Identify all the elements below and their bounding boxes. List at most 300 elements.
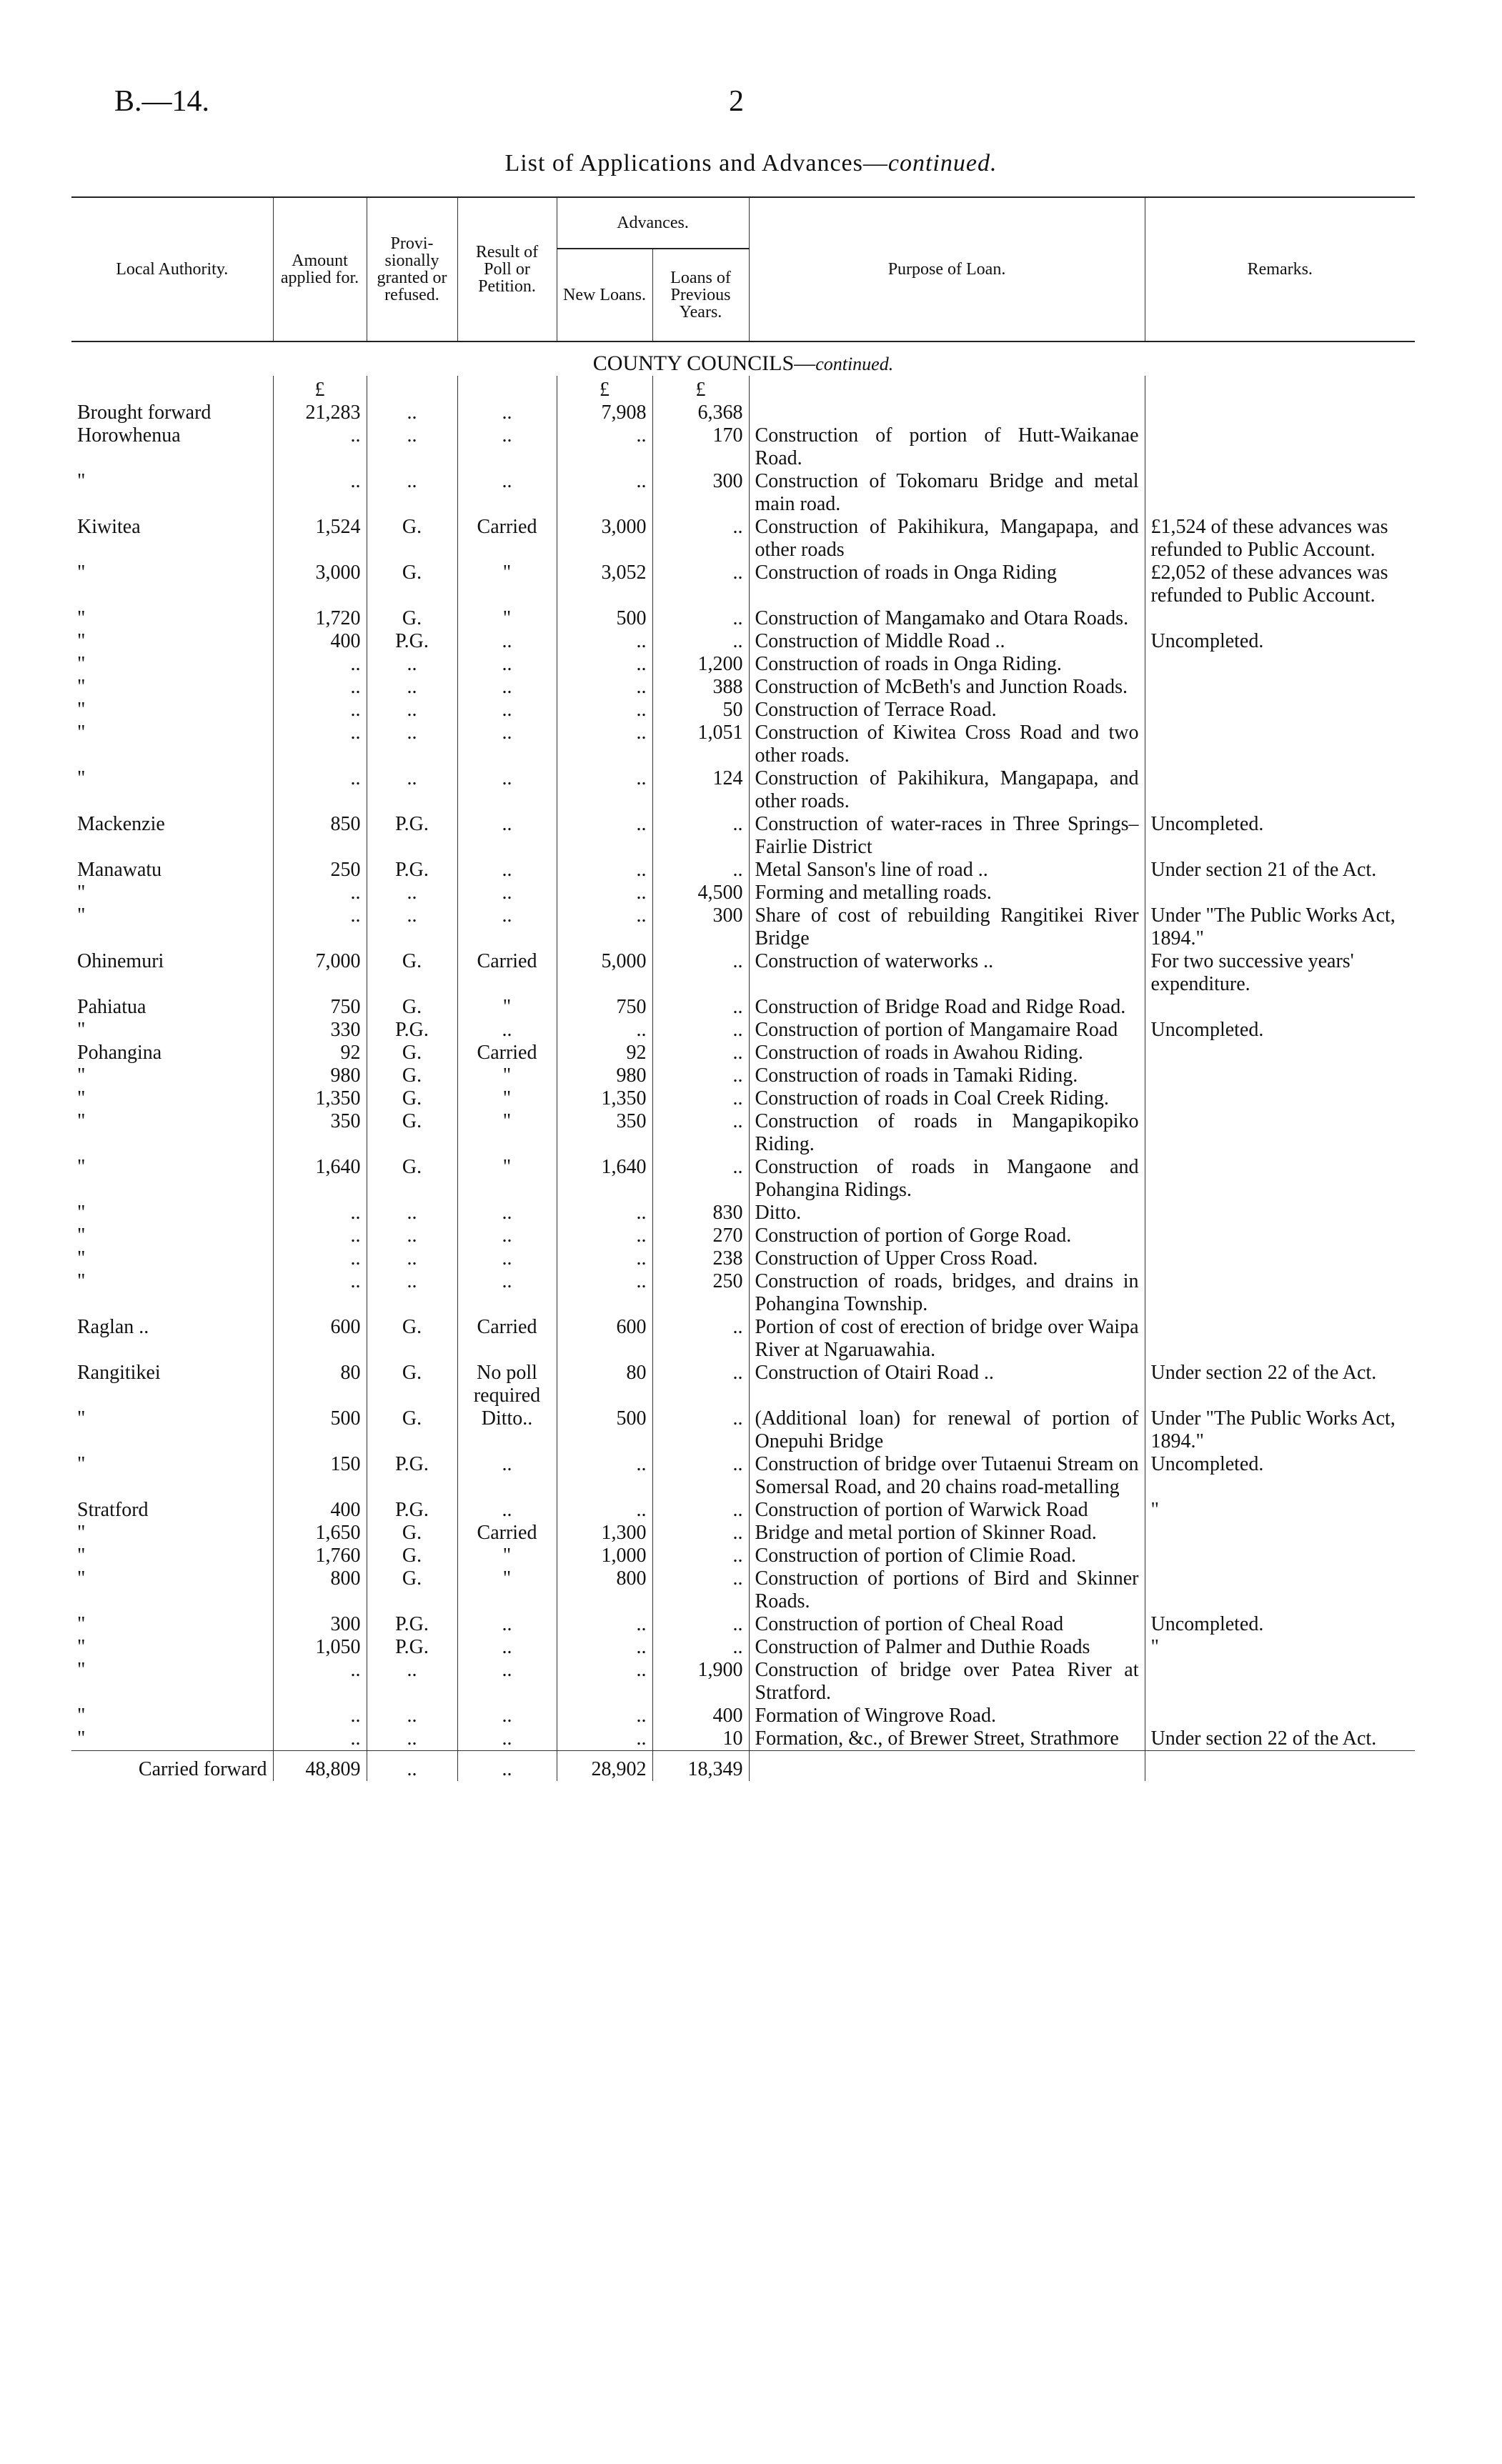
cell-amount-applied: .. bbox=[273, 470, 367, 516]
page-reference: B.—14. bbox=[114, 85, 210, 118]
cell-purpose bbox=[749, 401, 1145, 424]
cell-new-loans: 1,300 bbox=[557, 1522, 652, 1545]
cell-local-authority: " bbox=[77, 562, 86, 584]
cell-local-authority: " bbox=[77, 1087, 86, 1109]
cell-previous-loans: .. bbox=[652, 859, 749, 882]
cell-amount-applied: 7,000 bbox=[273, 950, 367, 996]
cell-amount-applied: .. bbox=[273, 722, 367, 767]
cell-remarks bbox=[1145, 1087, 1415, 1110]
cell-remarks: Uncompleted. bbox=[1145, 1453, 1415, 1499]
cell-result-poll: " bbox=[457, 1064, 557, 1087]
table-row bbox=[71, 607, 1415, 630]
cell-amount-applied: .. bbox=[273, 1727, 367, 1751]
cell-previous-loans: 400 bbox=[652, 1705, 749, 1727]
cell-amount-applied: 80 bbox=[273, 1362, 367, 1407]
cell-new-loans: 980 bbox=[557, 1064, 652, 1087]
cell-purpose: Construction of water-races in Three Springs–Fairlie District bbox=[749, 813, 1145, 859]
cell-previous-loans: .. bbox=[652, 950, 749, 996]
col-purpose: Purpose of Loan. bbox=[749, 197, 1145, 341]
table-row bbox=[71, 1567, 1415, 1613]
cell-purpose: Construction of Terrace Road. bbox=[749, 699, 1145, 722]
cell-new-loans: 3,000 bbox=[557, 516, 652, 562]
page-number: 2 bbox=[729, 85, 744, 118]
cell-remarks bbox=[1145, 1110, 1415, 1156]
cell-amount-applied: 850 bbox=[273, 813, 367, 859]
cell-previous-loans: .. bbox=[652, 1636, 749, 1659]
cell-local-authority: Pahiatua bbox=[77, 996, 146, 1018]
cell-remarks: Under section 21 of the Act. bbox=[1145, 859, 1415, 882]
table-row bbox=[71, 1522, 1415, 1545]
cell-purpose: Construction of roads in Onga Riding. bbox=[749, 653, 1145, 676]
cell-provisionally-granted: G. bbox=[367, 1316, 457, 1362]
cell-remarks bbox=[1145, 1659, 1415, 1705]
col-new-loans: New Loans. bbox=[557, 249, 652, 341]
cell-new-loans: .. bbox=[557, 1499, 652, 1522]
cell-provisionally-granted: .. bbox=[367, 1659, 457, 1705]
cell-local-authority: Mackenzie bbox=[77, 813, 165, 835]
cell-result-poll: " bbox=[457, 1156, 557, 1202]
cell-purpose: Construction of Kiwitea Cross Road and two other roads. bbox=[749, 722, 1145, 767]
cell-previous-loans: 1,200 bbox=[652, 653, 749, 676]
cell-remarks bbox=[1145, 1316, 1415, 1362]
cell-purpose: Construction of portions of Bird and Skinner Roads. bbox=[749, 1567, 1145, 1613]
cell-remarks bbox=[1145, 1545, 1415, 1567]
cell-amount-applied: 350 bbox=[273, 1110, 367, 1156]
cell-local-authority: " bbox=[77, 1659, 86, 1681]
cell-local-authority: " bbox=[77, 1224, 86, 1247]
cell-new-loans: 1,640 bbox=[557, 1156, 652, 1202]
cell-result-poll: " bbox=[457, 1567, 557, 1613]
table-row bbox=[71, 699, 1415, 722]
cell-provisionally-granted: .. bbox=[367, 1202, 457, 1224]
cell-purpose: Construction of roads in Onga Riding bbox=[749, 562, 1145, 607]
cell-new-loans: 5,000 bbox=[557, 950, 652, 996]
cell-result-poll: .. bbox=[457, 722, 557, 767]
cell-remarks bbox=[1145, 1567, 1415, 1613]
cell-remarks bbox=[1145, 722, 1415, 767]
cell-provisionally-granted: .. bbox=[367, 401, 457, 424]
carried-forward-amount: 48,809 bbox=[273, 1751, 367, 1782]
cell-previous-loans: .. bbox=[652, 1407, 749, 1453]
cell-local-authority: " bbox=[77, 699, 86, 721]
cell-amount-applied: 1,720 bbox=[273, 607, 367, 630]
cell-result-poll: .. bbox=[457, 401, 557, 424]
cell-amount-applied: .. bbox=[273, 1224, 367, 1247]
cell-purpose: Construction of Mangamako and Otara Roads. bbox=[749, 607, 1145, 630]
cell-amount-applied: 330 bbox=[273, 1019, 367, 1042]
cell-provisionally-granted: .. bbox=[367, 904, 457, 950]
cell-previous-loans: .. bbox=[652, 562, 749, 607]
cell-provisionally-granted: G. bbox=[367, 996, 457, 1019]
cell-remarks: For two successive years' expenditure. bbox=[1145, 950, 1415, 996]
cell-local-authority: " bbox=[77, 1545, 86, 1567]
cell-provisionally-granted: G. bbox=[367, 1110, 457, 1156]
cell-provisionally-granted: .. bbox=[367, 1705, 457, 1727]
table-row bbox=[71, 1064, 1415, 1087]
cell-remarks bbox=[1145, 996, 1415, 1019]
table-row bbox=[71, 722, 1415, 767]
cell-purpose: Construction of Pakihikura, Mangapapa, and other roads. bbox=[749, 767, 1145, 813]
cell-provisionally-granted: .. bbox=[367, 722, 457, 767]
col-result-poll: Result of Poll or Petition. bbox=[457, 197, 557, 341]
cell-new-loans: .. bbox=[557, 676, 652, 699]
cell-amount-applied: 750 bbox=[273, 996, 367, 1019]
document-title bbox=[0, 150, 1502, 177]
cell-new-loans: 600 bbox=[557, 1316, 652, 1362]
cell-purpose: Construction of portion of Hutt-Waikanae Road. bbox=[749, 424, 1145, 470]
cell-amount-applied: .. bbox=[273, 1705, 367, 1727]
cell-previous-loans: .. bbox=[652, 1110, 749, 1156]
cell-purpose: Bridge and metal portion of Skinner Road. bbox=[749, 1522, 1145, 1545]
cell-previous-loans: 1,900 bbox=[652, 1659, 749, 1705]
cell-purpose: Construction of Middle Road .. bbox=[749, 630, 1145, 653]
cell-provisionally-granted: .. bbox=[367, 676, 457, 699]
cell-amount-applied: 300 bbox=[273, 1613, 367, 1636]
table-row bbox=[71, 630, 1415, 653]
cell-new-loans: .. bbox=[557, 1705, 652, 1727]
cell-amount-applied: 92 bbox=[273, 1042, 367, 1064]
cell-previous-loans: 50 bbox=[652, 699, 749, 722]
cell-new-loans: .. bbox=[557, 1453, 652, 1499]
cell-provisionally-granted: G. bbox=[367, 1362, 457, 1407]
cell-result-poll: .. bbox=[457, 630, 557, 653]
cell-previous-loans: .. bbox=[652, 1087, 749, 1110]
table-row bbox=[71, 1613, 1415, 1636]
cell-local-authority: " bbox=[77, 1019, 86, 1041]
cell-purpose: Construction of Upper Cross Road. bbox=[749, 1247, 1145, 1270]
cell-provisionally-granted: .. bbox=[367, 1270, 457, 1316]
cell-purpose: Construction of roads in Coal Creek Riding. bbox=[749, 1087, 1145, 1110]
cell-purpose: Construction of Otairi Road .. bbox=[749, 1362, 1145, 1407]
table-row bbox=[71, 996, 1415, 1019]
cell-provisionally-granted: .. bbox=[367, 767, 457, 813]
cell-remarks: £2,052 of these advances was refunded to Public Account. bbox=[1145, 562, 1415, 607]
cell-local-authority: " bbox=[77, 1613, 86, 1635]
cell-remarks: Under "The Public Works Act, 1894." bbox=[1145, 1407, 1415, 1453]
cell-result-poll: .. bbox=[457, 813, 557, 859]
cell-purpose: Construction of portion of Climie Road. bbox=[749, 1545, 1145, 1567]
cell-result-poll: " bbox=[457, 1545, 557, 1567]
table-row bbox=[71, 1110, 1415, 1156]
currency-symbol: £ bbox=[557, 376, 652, 401]
cell-remarks: Under "The Public Works Act, 1894." bbox=[1145, 904, 1415, 950]
cell-local-authority: " bbox=[77, 1064, 86, 1087]
table-row bbox=[71, 470, 1415, 516]
table-row bbox=[71, 767, 1415, 813]
cell-amount-applied: 250 bbox=[273, 859, 367, 882]
cell-new-loans: .. bbox=[557, 882, 652, 904]
cell-result-poll: .. bbox=[457, 1453, 557, 1499]
cell-result-poll: .. bbox=[457, 470, 557, 516]
cell-amount-applied: 600 bbox=[273, 1316, 367, 1362]
cell-previous-loans: .. bbox=[652, 1499, 749, 1522]
cell-new-loans: 500 bbox=[557, 607, 652, 630]
cell-result-poll: Carried bbox=[457, 1042, 557, 1064]
cell-provisionally-granted: G. bbox=[367, 950, 457, 996]
cell-provisionally-granted: P.G. bbox=[367, 1453, 457, 1499]
cell-local-authority: " bbox=[77, 653, 86, 675]
cell-local-authority: " bbox=[77, 470, 86, 492]
carried-forward-previous: 18,349 bbox=[652, 1751, 749, 1782]
cell-purpose: (Additional loan) for renewal of portion of Onepuhi Bridge bbox=[749, 1407, 1145, 1453]
table-row bbox=[71, 562, 1415, 607]
cell-amount-applied: 21,283 bbox=[273, 401, 367, 424]
cell-remarks bbox=[1145, 424, 1415, 470]
cell-new-loans: .. bbox=[557, 1202, 652, 1224]
cell-purpose: Construction of Tokomaru Bridge and metal main road. bbox=[749, 470, 1145, 516]
cell-provisionally-granted: G. bbox=[367, 1567, 457, 1613]
table-row bbox=[71, 1705, 1415, 1727]
cell-provisionally-granted: G. bbox=[367, 562, 457, 607]
cell-local-authority: Rangitikei bbox=[77, 1362, 161, 1384]
cell-amount-applied: .. bbox=[273, 676, 367, 699]
cell-previous-loans: .. bbox=[652, 1567, 749, 1613]
cell-local-authority: " bbox=[77, 1156, 86, 1178]
cell-amount-applied: 500 bbox=[273, 1407, 367, 1453]
cell-local-authority: " bbox=[77, 1522, 86, 1544]
carried-forward-new: 28,902 bbox=[557, 1751, 652, 1782]
cell-new-loans: 3,052 bbox=[557, 562, 652, 607]
cell-remarks bbox=[1145, 653, 1415, 676]
col-previous-loans: Loans of Previous Years. bbox=[652, 249, 749, 341]
col-remarks: Remarks. bbox=[1145, 197, 1415, 341]
carried-forward-granted: .. bbox=[367, 1751, 457, 1782]
table-row bbox=[71, 401, 1415, 424]
cell-remarks bbox=[1145, 1705, 1415, 1727]
table-row bbox=[71, 1247, 1415, 1270]
cell-provisionally-granted: G. bbox=[367, 516, 457, 562]
table-row bbox=[71, 1545, 1415, 1567]
cell-new-loans: .. bbox=[557, 1613, 652, 1636]
cell-new-loans: .. bbox=[557, 424, 652, 470]
table-row bbox=[71, 904, 1415, 950]
cell-amount-applied: 1,524 bbox=[273, 516, 367, 562]
cell-purpose: Construction of roads in Mangapikopiko Riding. bbox=[749, 1110, 1145, 1156]
cell-new-loans: .. bbox=[557, 1659, 652, 1705]
cell-amount-applied: .. bbox=[273, 1659, 367, 1705]
cell-previous-loans: .. bbox=[652, 1019, 749, 1042]
cell-remarks bbox=[1145, 676, 1415, 699]
table-row bbox=[71, 653, 1415, 676]
cell-previous-loans: 1,051 bbox=[652, 722, 749, 767]
cell-result-poll: Carried bbox=[457, 950, 557, 996]
cell-remarks: Uncompleted. bbox=[1145, 813, 1415, 859]
cell-previous-loans: .. bbox=[652, 1613, 749, 1636]
cell-previous-loans: 4,500 bbox=[652, 882, 749, 904]
cell-local-authority: Raglan .. bbox=[77, 1316, 149, 1338]
currency-row bbox=[71, 376, 1415, 401]
cell-new-loans: .. bbox=[557, 813, 652, 859]
cell-result-poll: " bbox=[457, 1087, 557, 1110]
cell-remarks bbox=[1145, 401, 1415, 424]
cell-purpose: Metal Sanson's line of road .. bbox=[749, 859, 1145, 882]
cell-purpose: Ditto. bbox=[749, 1202, 1145, 1224]
table-row bbox=[71, 516, 1415, 562]
cell-new-loans: 500 bbox=[557, 1407, 652, 1453]
cell-amount-applied: .. bbox=[273, 1247, 367, 1270]
cell-result-poll: .. bbox=[457, 1270, 557, 1316]
cell-purpose: Construction of roads in Awahou Riding. bbox=[749, 1042, 1145, 1064]
cell-remarks bbox=[1145, 882, 1415, 904]
cell-previous-loans: .. bbox=[652, 1156, 749, 1202]
cell-new-loans: .. bbox=[557, 904, 652, 950]
cell-local-authority: " bbox=[77, 1636, 86, 1658]
cell-previous-loans: 830 bbox=[652, 1202, 749, 1224]
table-row bbox=[71, 1224, 1415, 1247]
cell-provisionally-granted: G. bbox=[367, 1545, 457, 1567]
cell-amount-applied: 400 bbox=[273, 630, 367, 653]
cell-purpose: Formation, &c., of Brewer Street, Strathmore bbox=[749, 1727, 1145, 1751]
cell-previous-loans: .. bbox=[652, 1453, 749, 1499]
table-row bbox=[71, 1407, 1415, 1453]
cell-previous-loans: .. bbox=[652, 996, 749, 1019]
cell-previous-loans: 6,368 bbox=[652, 401, 749, 424]
table-row bbox=[71, 950, 1415, 996]
cell-provisionally-granted: .. bbox=[367, 470, 457, 516]
cell-local-authority: " bbox=[77, 607, 86, 629]
cell-new-loans: .. bbox=[557, 1019, 652, 1042]
cell-result-poll: .. bbox=[457, 1247, 557, 1270]
title-main: List of Applications and Advances— bbox=[504, 150, 888, 176]
cell-provisionally-granted: P.G. bbox=[367, 813, 457, 859]
table-row bbox=[71, 1019, 1415, 1042]
cell-local-authority: Horowhenua bbox=[77, 424, 181, 447]
cell-previous-loans: .. bbox=[652, 1042, 749, 1064]
cell-result-poll: No poll required bbox=[457, 1362, 557, 1407]
cell-provisionally-granted: P.G. bbox=[367, 630, 457, 653]
section-heading bbox=[71, 341, 1415, 376]
cell-new-loans: .. bbox=[557, 1247, 652, 1270]
table-row bbox=[71, 1270, 1415, 1316]
cell-local-authority: " bbox=[77, 767, 86, 789]
cell-previous-loans: .. bbox=[652, 607, 749, 630]
cell-new-loans: 350 bbox=[557, 1110, 652, 1156]
cell-local-authority: Pohangina bbox=[77, 1042, 162, 1064]
cell-result-poll: .. bbox=[457, 882, 557, 904]
cell-amount-applied: 1,050 bbox=[273, 1636, 367, 1659]
cell-previous-loans: 270 bbox=[652, 1224, 749, 1247]
cell-purpose: Construction of roads, bridges, and drains in Pohangina Township. bbox=[749, 1270, 1145, 1316]
cell-previous-loans: 170 bbox=[652, 424, 749, 470]
cell-remarks: " bbox=[1145, 1636, 1415, 1659]
cell-result-poll: " bbox=[457, 996, 557, 1019]
table-row bbox=[71, 424, 1415, 470]
cell-amount-applied: 400 bbox=[273, 1499, 367, 1522]
cell-local-authority: " bbox=[77, 1567, 86, 1590]
cell-amount-applied: 3,000 bbox=[273, 562, 367, 607]
cell-new-loans: .. bbox=[557, 859, 652, 882]
cell-purpose: Construction of portion of Mangamaire Road bbox=[749, 1019, 1145, 1042]
table-row bbox=[71, 1499, 1415, 1522]
cell-new-loans: 800 bbox=[557, 1567, 652, 1613]
cell-previous-loans: .. bbox=[652, 813, 749, 859]
cell-remarks: " bbox=[1145, 1499, 1415, 1522]
cell-new-loans: .. bbox=[557, 1727, 652, 1751]
cell-provisionally-granted: P.G. bbox=[367, 1499, 457, 1522]
cell-result-poll: .. bbox=[457, 676, 557, 699]
cell-remarks bbox=[1145, 1064, 1415, 1087]
cell-previous-loans: 10 bbox=[652, 1727, 749, 1751]
cell-local-authority: " bbox=[77, 1453, 86, 1475]
cell-result-poll: .. bbox=[457, 653, 557, 676]
table-row bbox=[71, 813, 1415, 859]
cell-purpose: Construction of portion of Cheal Road bbox=[749, 1613, 1145, 1636]
cell-provisionally-granted: P.G. bbox=[367, 1613, 457, 1636]
cell-amount-applied: .. bbox=[273, 1202, 367, 1224]
cell-purpose: Construction of waterworks .. bbox=[749, 950, 1145, 996]
cell-purpose: Construction of Palmer and Duthie Roads bbox=[749, 1636, 1145, 1659]
cell-result-poll: .. bbox=[457, 1499, 557, 1522]
cell-purpose: Construction of Pakihikura, Mangapapa, and other roads bbox=[749, 516, 1145, 562]
cell-remarks: Uncompleted. bbox=[1145, 1019, 1415, 1042]
table-row bbox=[71, 859, 1415, 882]
cell-provisionally-granted: .. bbox=[367, 1224, 457, 1247]
section-continued: continued. bbox=[815, 354, 894, 374]
cell-purpose: Construction of roads in Tamaki Riding. bbox=[749, 1064, 1145, 1087]
cell-remarks: Uncompleted. bbox=[1145, 630, 1415, 653]
cell-previous-loans: 300 bbox=[652, 904, 749, 950]
cell-purpose: Share of cost of rebuilding Rangitikei River Bridge bbox=[749, 904, 1145, 950]
cell-amount-applied: 980 bbox=[273, 1064, 367, 1087]
cell-purpose: Construction of portion of Warwick Road bbox=[749, 1499, 1145, 1522]
cell-provisionally-granted: G. bbox=[367, 1522, 457, 1545]
cell-remarks bbox=[1145, 1522, 1415, 1545]
cell-result-poll: .. bbox=[457, 1613, 557, 1636]
cell-purpose: Forming and metalling roads. bbox=[749, 882, 1145, 904]
cell-result-poll: .. bbox=[457, 424, 557, 470]
cell-purpose: Construction of bridge over Patea River at Stratford. bbox=[749, 1659, 1145, 1705]
cell-purpose: Construction of roads in Mangaone and Pohangina Ridings. bbox=[749, 1156, 1145, 1202]
cell-previous-loans: 250 bbox=[652, 1270, 749, 1316]
cell-amount-applied: 150 bbox=[273, 1453, 367, 1499]
cell-result-poll: " bbox=[457, 1110, 557, 1156]
cell-remarks bbox=[1145, 1247, 1415, 1270]
table-row bbox=[71, 1087, 1415, 1110]
cell-new-loans: 7,908 bbox=[557, 401, 652, 424]
table-row bbox=[71, 1727, 1415, 1751]
cell-remarks bbox=[1145, 1042, 1415, 1064]
cell-previous-loans: .. bbox=[652, 630, 749, 653]
cell-local-authority: " bbox=[77, 1110, 86, 1132]
carried-forward-label: Carried forward bbox=[71, 1751, 273, 1782]
table-row bbox=[71, 1156, 1415, 1202]
cell-purpose: Portion of cost of erection of bridge over Waipa River at Ngaruawahia. bbox=[749, 1316, 1145, 1362]
cell-provisionally-granted: P.G. bbox=[367, 1636, 457, 1659]
table-row bbox=[71, 676, 1415, 699]
cell-purpose: Formation of Wingrove Road. bbox=[749, 1705, 1145, 1727]
cell-new-loans: .. bbox=[557, 470, 652, 516]
cell-provisionally-granted: .. bbox=[367, 1247, 457, 1270]
table-row bbox=[71, 1042, 1415, 1064]
col-amount-applied: Amount applied for. bbox=[273, 197, 367, 341]
cell-local-authority: " bbox=[77, 1247, 86, 1270]
cell-remarks bbox=[1145, 607, 1415, 630]
cell-remarks: Under section 22 of the Act. bbox=[1145, 1727, 1415, 1751]
cell-new-loans: 80 bbox=[557, 1362, 652, 1407]
cell-amount-applied: .. bbox=[273, 882, 367, 904]
cell-new-loans: 1,000 bbox=[557, 1545, 652, 1567]
applications-table bbox=[71, 196, 1415, 1781]
col-local-authority: Local Authority. bbox=[71, 197, 273, 341]
cell-amount-applied: 1,640 bbox=[273, 1156, 367, 1202]
cell-local-authority: " bbox=[77, 1270, 86, 1292]
cell-amount-applied: .. bbox=[273, 653, 367, 676]
cell-remarks: Under section 22 of the Act. bbox=[1145, 1362, 1415, 1407]
cell-result-poll: .. bbox=[457, 1202, 557, 1224]
cell-remarks bbox=[1145, 1224, 1415, 1247]
cell-remarks bbox=[1145, 767, 1415, 813]
cell-result-poll: .. bbox=[457, 699, 557, 722]
